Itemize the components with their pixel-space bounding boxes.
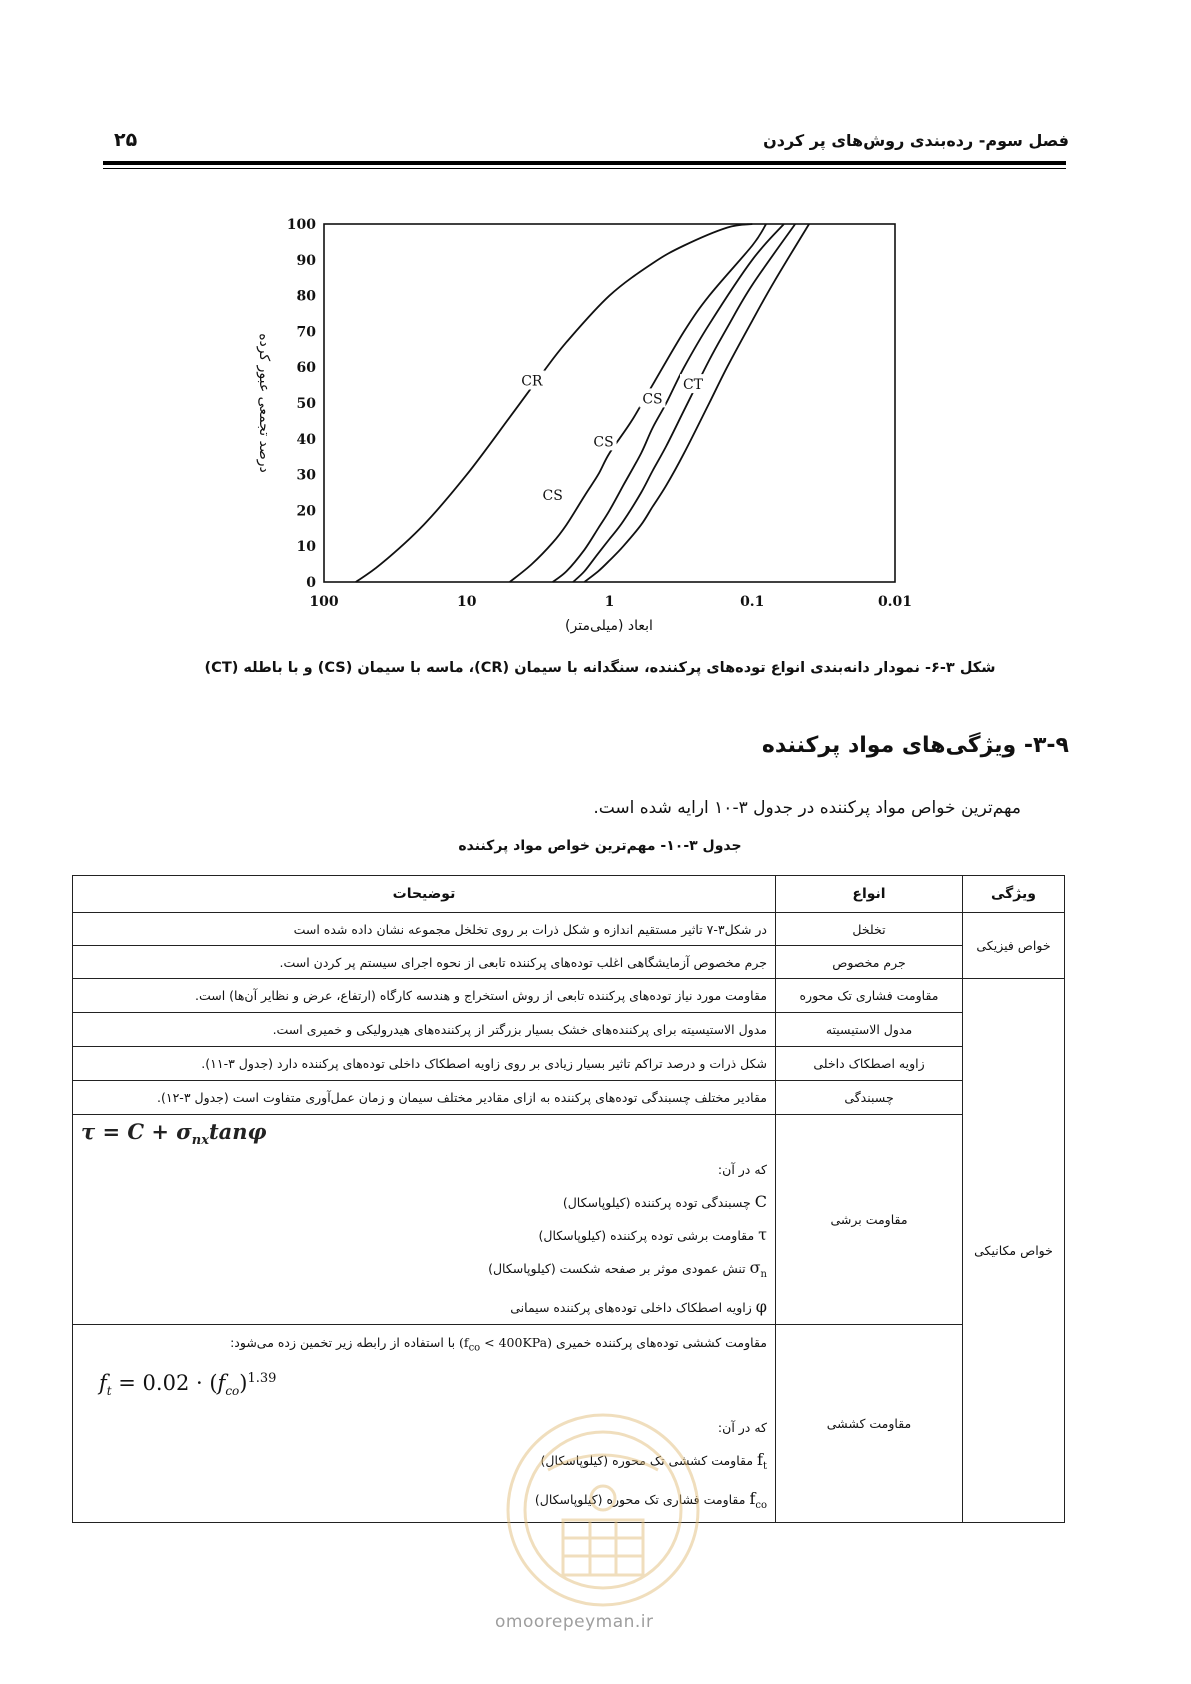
term-text: مقاومت فشاری تک محوره (کیلوپاسکال) xyxy=(534,1492,746,1508)
plot-frame xyxy=(324,224,895,582)
header-description: توضیحات xyxy=(73,876,776,913)
term-symbol: $f_t$ xyxy=(757,1450,767,1473)
y-tick-label: 0 xyxy=(306,575,316,591)
y-tick-label: 90 xyxy=(296,252,316,269)
description-cell: شکل ذرات و درصد تراکم تاثیر بسیار زیادی بر روی زاویه اصطکاک داخلی توده‌های پرکننده دارد (جدول ۳-۱۱). xyxy=(73,1047,776,1081)
y-tick-label: 100 xyxy=(286,217,316,233)
term-symbol: $\sigma_n$ xyxy=(749,1258,767,1281)
term-symbol: τ xyxy=(758,1225,767,1245)
y-tick-label: 30 xyxy=(296,467,316,484)
table-row xyxy=(73,1013,1065,1047)
series-line-cr-0 xyxy=(356,224,753,582)
term-line xyxy=(81,1219,767,1252)
y-tick-label: 60 xyxy=(296,360,316,377)
term-line xyxy=(81,1291,767,1324)
y-tick-label: 80 xyxy=(296,288,316,305)
series-line-cs-3 xyxy=(573,224,795,582)
term-text: تنش عمودی موثر بر صفحه شکست (کیلوپاسکال) xyxy=(488,1261,746,1277)
tensile-condition: $(f_{co} < 400KPa)$ xyxy=(459,1335,552,1354)
tensile-equation: $f_t = 0.02 \cdot (f_{co})^{1.39}$ xyxy=(99,1370,277,1399)
description-cell: مدول الاستیسیته برای پرکننده‌های خشک بسیار بزرگتر از پرکننده‌های هیدرولیکی و خمیری است. xyxy=(73,1013,776,1047)
x-tick-label: 0.01 xyxy=(877,594,913,610)
type-cell: مدول الاستیسیته xyxy=(776,1013,963,1047)
curve-labels xyxy=(519,371,706,505)
y-axis-ticks xyxy=(287,217,316,591)
header-property: ویژگی xyxy=(963,876,1065,913)
x-axis-title: ابعاد (میلی‌متر) xyxy=(565,618,653,634)
term-text: مقاومت کششی تک محوره (کیلوپاسکال) xyxy=(540,1453,754,1469)
x-tick-label: 0.1 xyxy=(740,594,765,610)
term-symbol: φ xyxy=(755,1297,767,1317)
curve-label: CS xyxy=(593,434,614,451)
where-label: که در آن: xyxy=(717,1162,767,1178)
description-cell: جرم مخصوص آزمایشگاهی اغلب توده‌های پرکننده تابعی از نحوه اجرای سیستم پر کردن است. xyxy=(73,946,776,979)
table-header-row xyxy=(73,876,1065,913)
type-cell: تخلخل xyxy=(776,913,963,946)
section-heading: ۳-۹- ویژگی‌های مواد پرکننده xyxy=(761,733,1069,758)
type-cell: چسبندگی xyxy=(776,1081,963,1115)
y-axis-title: درصد تجمعی عبور کرده xyxy=(256,333,272,473)
y-tick-label: 10 xyxy=(296,539,316,556)
type-cell: زاویه اصطکاک داخلی xyxy=(776,1047,963,1081)
shear-equation: $\tau = C + \sigma_{nx}\tan\varphi$ xyxy=(81,1119,267,1149)
table-row xyxy=(73,913,1065,946)
table-row xyxy=(73,1047,1065,1081)
curve-label: CR xyxy=(521,373,543,390)
term-symbol: C xyxy=(754,1192,767,1212)
page-number: ۲۵ xyxy=(114,129,138,151)
x-tick-label: 100 xyxy=(309,594,339,610)
type-cell: مقاومت فشاری تک محوره xyxy=(776,979,963,1013)
header-rule-thin xyxy=(103,168,1066,169)
term-text: چسبندگی توده پرکننده (کیلوپاسکال) xyxy=(562,1195,751,1211)
y-tick-label: 50 xyxy=(296,396,316,412)
series-line-cs-2 xyxy=(553,224,784,582)
tensile-intro-after: با استفاده از رابطه زیر تخمین زده می‌شود: xyxy=(230,1335,456,1351)
x-axis-ticks xyxy=(309,594,912,610)
header-type: انواع xyxy=(776,876,963,913)
tensile-intro xyxy=(81,1331,767,1361)
watermark-seal xyxy=(478,1410,728,1620)
term-line xyxy=(81,1252,767,1291)
y-tick-label: 70 xyxy=(296,324,316,341)
type-cell: جرم مخصوص xyxy=(776,946,963,979)
table-row xyxy=(73,1081,1065,1115)
curve-label: CT xyxy=(682,377,704,394)
term-symbol: $f_{co}$ xyxy=(749,1489,767,1512)
term-text: مقاومت برشی توده پرکننده (کیلوپاسکال) xyxy=(538,1228,755,1244)
chapter-title: فصل سوم- رده‌بندی روش‌های پر کردن xyxy=(763,131,1069,150)
term-line xyxy=(81,1186,767,1219)
page-header xyxy=(0,0,1191,175)
table-caption: جدول ۳-۱۰- مهم‌ترین خواص مواد پرکننده xyxy=(458,838,742,854)
x-tick-label: 10 xyxy=(457,594,477,610)
curve-label: CS xyxy=(542,488,563,505)
description-cell: مقادیر مختلف چسبندگی توده‌های پرکننده به ازای مقادیر مختلف سیمان و زمان عمل‌آوری متفاوت است (جدول ۳-۱۲). xyxy=(73,1081,776,1115)
where-label: که در آن: xyxy=(717,1420,767,1436)
watermark-url: omoorepeyman.ir xyxy=(495,1612,654,1632)
type-cell: مقاومت برشی xyxy=(776,1115,963,1325)
y-tick-label: 40 xyxy=(296,431,316,448)
x-tick-label: 1 xyxy=(604,594,615,610)
tensile-intro-before: مقاومت کششی توده‌های پرکننده خمیری xyxy=(555,1335,767,1351)
shear-description-cell xyxy=(73,1115,776,1325)
term-text: زاویه اصطکاک داخلی توده‌های پرکننده سیمانی xyxy=(510,1300,752,1316)
table-row xyxy=(73,979,1065,1013)
table-row xyxy=(73,946,1065,979)
figure-caption: شکل ۳-۶- نمودار دانه‌بندی انواع توده‌های پرکننده، سنگدانه با سیمان (CR)، ماسه با سیمان (CS) و با باطله (CT) xyxy=(204,660,996,676)
intro-paragraph: مهم‌ترین خواص مواد پرکننده در جدول ۳-۱۰ ارایه شده است. xyxy=(593,798,1021,818)
curve-label: CS xyxy=(642,391,663,408)
group-physical: خواص فیزیکی xyxy=(963,913,1065,979)
header-rule-thick xyxy=(103,161,1066,165)
gradation-chart xyxy=(225,205,925,645)
description-cell: مقاومت مورد نیاز توده‌های پرکننده تابعی از روش استخراج و هندسه کارگاه (ارتفاع، عرض و نظایر آن‌ها) است. xyxy=(73,979,776,1013)
table-row-shear xyxy=(73,1115,1065,1325)
description-cell: در شکل۳-۷ تاثیر مستقیم اندازه و شکل ذرات بر روی تخلخل مجموعه نشان داده شده است xyxy=(73,913,776,946)
y-tick-label: 20 xyxy=(296,503,316,520)
type-cell: مقاومت کششی xyxy=(776,1325,963,1523)
group-mechanical: خواص مکانیکی xyxy=(963,979,1065,1523)
curves xyxy=(356,224,809,582)
